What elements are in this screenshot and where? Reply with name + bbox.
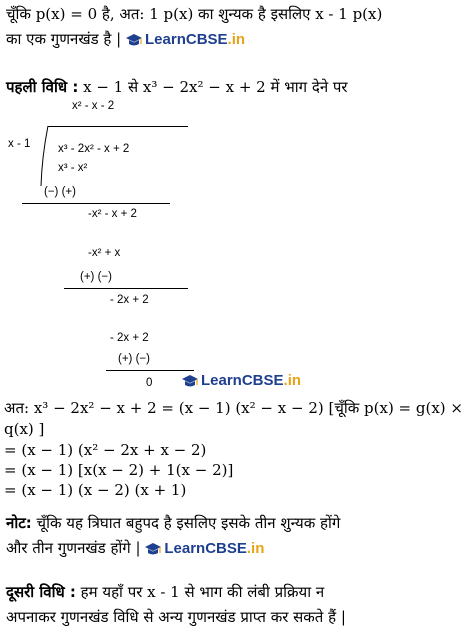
learncbse-logo: [145, 539, 264, 559]
intro-line-1: चूँकि p(x) = 0 है, अत: 1 p(x) का शुन्यक है इसलिए x - 1 p(x): [6, 5, 383, 23]
final-remainder: 0: [146, 377, 153, 389]
division-top-bar: [48, 126, 188, 127]
step2-signs: (+) (−): [80, 271, 112, 283]
step3-signs: (+) (−): [118, 353, 150, 365]
method1-text: x − 1 से x³ − 2x² − x + 2 में भाग देने पर: [83, 78, 348, 96]
graduation-cap-icon: [182, 374, 198, 388]
logo-watermark-2: [182, 370, 301, 389]
dividend: x³ - 2x² - x + 2: [58, 143, 130, 155]
quotient: x² - x - 2: [72, 100, 115, 112]
step3-rule: [106, 370, 194, 371]
learncbse-logo: [182, 372, 301, 389]
note-label: नोट:: [6, 514, 32, 532]
intro-line-2-text: का एक गुणनखंड है |: [6, 30, 122, 48]
result-line-4: = (x − 1) [x(x − 2) + 1(x − 2)]: [4, 461, 234, 479]
note-text-1: चूँकि यह त्रिघात बहुपद है इसलिए इसके तीन शुन्यक होंगे: [31, 514, 341, 532]
result-line-1: अत: x³ − 2x² − x + 2 = (x − 1) (x² − x − 2) [चूँकि p(x) = g(x) ×: [4, 399, 464, 417]
note-line-2: [6, 538, 264, 559]
step1-signs: (−) (+): [44, 186, 76, 198]
method2-title: दूसरी विधि :: [6, 583, 76, 601]
step1-subtract: x³ - x²: [58, 162, 88, 174]
result-line-3: = (x − 1) (x² − 2x + x − 2): [4, 441, 207, 459]
logo-in-text: .in: [246, 540, 265, 557]
method1-line: [6, 77, 348, 97]
method2-line-2: अपनाकर गुणनखंड विधि से अन्य गुणनखंड प्राप्त कर सकते हैं |: [6, 608, 346, 626]
logo-learn-text: LearnCBSE: [201, 372, 284, 389]
note-text-2: और तीन गुणनखंड होंगे |: [6, 539, 141, 557]
method2-text-1: हम यहाँ पर x - 1 से भाग की लंबी प्रक्रिया न: [75, 583, 325, 601]
result-line-2: q(x) ]: [4, 420, 45, 438]
step2-remainder: - 2x + 2: [110, 294, 149, 306]
note-line-1: [6, 513, 340, 533]
divisor: x - 1: [8, 138, 31, 150]
learncbse-logo: [126, 30, 245, 50]
result-line-5: = (x − 1) (x − 2) (x + 1): [4, 481, 187, 499]
logo-in-text: .in: [227, 31, 246, 48]
method1-title: पहली विधि :: [6, 78, 79, 96]
step1-remainder: -x² - x + 2: [88, 208, 137, 220]
division-bracket: [40, 126, 52, 186]
step2-subtract: -x² + x: [88, 247, 121, 259]
step3-subtract: - 2x + 2: [110, 332, 149, 344]
logo-learn-text: LearnCBSE: [145, 31, 228, 48]
step1-rule: [22, 203, 170, 204]
logo-learn-text: LearnCBSE: [164, 540, 247, 557]
logo-in-text: .in: [283, 372, 302, 389]
step2-rule: [64, 288, 188, 289]
method2-line-1: [6, 582, 324, 602]
graduation-cap-icon: [145, 542, 161, 556]
intro-line-2: [6, 29, 245, 50]
graduation-cap-icon: [126, 33, 142, 47]
